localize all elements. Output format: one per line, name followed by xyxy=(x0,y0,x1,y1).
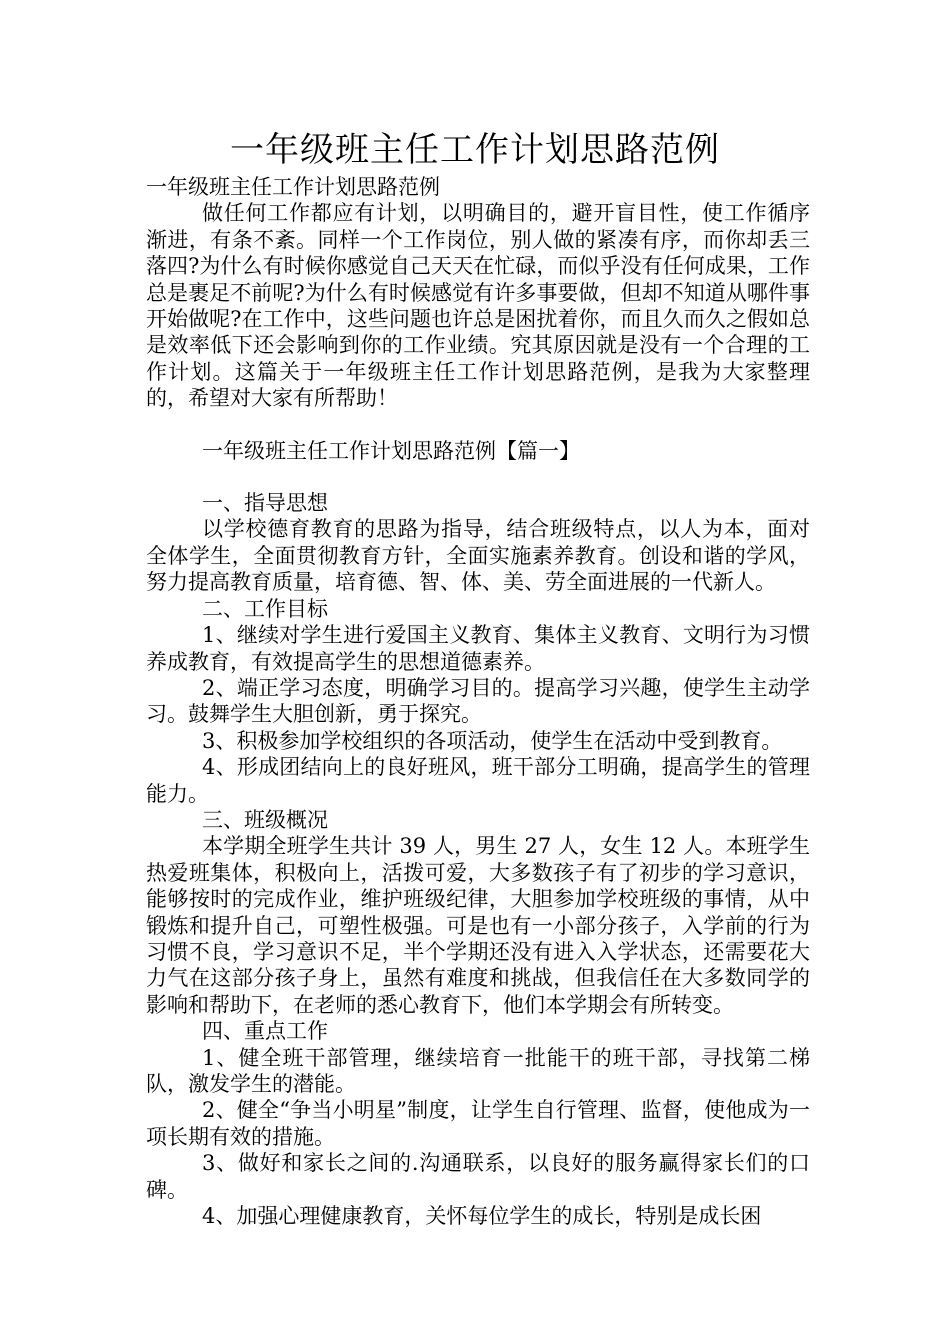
section-heading-work-goals: 二、工作目标 xyxy=(202,596,328,621)
document-subtitle: 一年级班主任工作计划思路范例 xyxy=(146,175,440,199)
intro-paragraph: 做任何工作都应有计划，以明确目的，避开盲目性，使工作循序渐进，有条不紊。同样一个工作岗位，别人做的紧凑有序，而你却丢三落四?为什么有时候你感觉自己天天在忙碌，而似乎没有任何成果，工作总是裹足不前呢?为什么有时候感觉有许多事要做，但却不知道从哪件事开始做呢?在工作中，这些问题也许总是困扰着你，而且久而久之假如总是效率低下还会影响到你的工作业绩。究其原因就是没有一个合理的工作计划。这篇关于一年级班主任工作计划思路范例，是我为大家整理的，希望对大家有所帮助！ xyxy=(146,201,810,411)
section-heading-guiding-ideology: 一、指导思想 xyxy=(202,491,328,516)
paragraph-key-work-3: 3、做好和家长之间的.沟通联系，以良好的服务赢得家长们的口碑。 xyxy=(146,1151,810,1202)
paragraph-work-goal-3: 3、积极参加学校组织的各项活动，使学生在活动中受到教育。 xyxy=(202,728,783,753)
paragraph-key-work-1: 1、健全班干部管理，继续培育一批能干的班干部，寻找第二梯队，激发学生的潜能。 xyxy=(146,1045,810,1096)
page-title: 一年级班主任工作计划思路范例 xyxy=(230,130,720,170)
paragraph-class-overview: 本学期全班学生共计 39 人，男生 27 人，女生 12 人。本班学生热爱班集体，积极向上，活拨可爱，大多数孩子有了初步的学习意识，能够按时的完成作业，维护班级纪律，大胆参加学校班级的事情，从中锻炼和提升自己，可塑性极强。可是也有一小部分孩子，入学前的行为习惯不良，学习意识不足，半个学期还没有进入入学状态，还需要花大力气在这部分孩子身上，虽然有难度和挑战，但我信任在大多数同学的影响和帮助下，在老师的悉心教育下，他们本学期会有所转变。 xyxy=(146,834,810,1017)
part-heading: 一年级班主任工作计划思路范例【篇一】 xyxy=(202,438,580,463)
paragraph-key-work-2: 2、健全“争当小明星”制度，让学生自行管理、监督，使他成为一项长期有效的措施。 xyxy=(146,1098,810,1149)
paragraph-work-goal-1: 1、继续对学生进行爱国主义教育、集体主义教育、文明行为习惯养成教育，有效提高学生的思想道德素养。 xyxy=(146,623,810,674)
paragraph-work-goal-4: 4、形成团结向上的良好班风，班干部分工明确，提高学生的管理能力。 xyxy=(146,755,810,806)
section-heading-class-overview: 三、班级概况 xyxy=(202,807,328,832)
section-heading-key-work: 四、重点工作 xyxy=(202,1019,328,1044)
paragraph-work-goal-2: 2、端正学习态度，明确学习目的。提高学习兴趣，使学生主动学习。鼓舞学生大胆创新，勇于探究。 xyxy=(146,675,810,727)
paragraph-guiding-ideology: 以学校德育教育的思路为指导，结合班级特点，以人为本，面对全体学生，全面贯彻教育方针，全面实施素养教育。创设和谐的学风，努力提高教育质量，培育德、智、体、美、劳全面进展的一代新人。 xyxy=(146,517,810,595)
document-body xyxy=(146,174,810,1229)
paragraph-key-work-4: 4、加强心理健康教育，关怀每位学生的成长，特别是成长困 xyxy=(202,1204,762,1229)
